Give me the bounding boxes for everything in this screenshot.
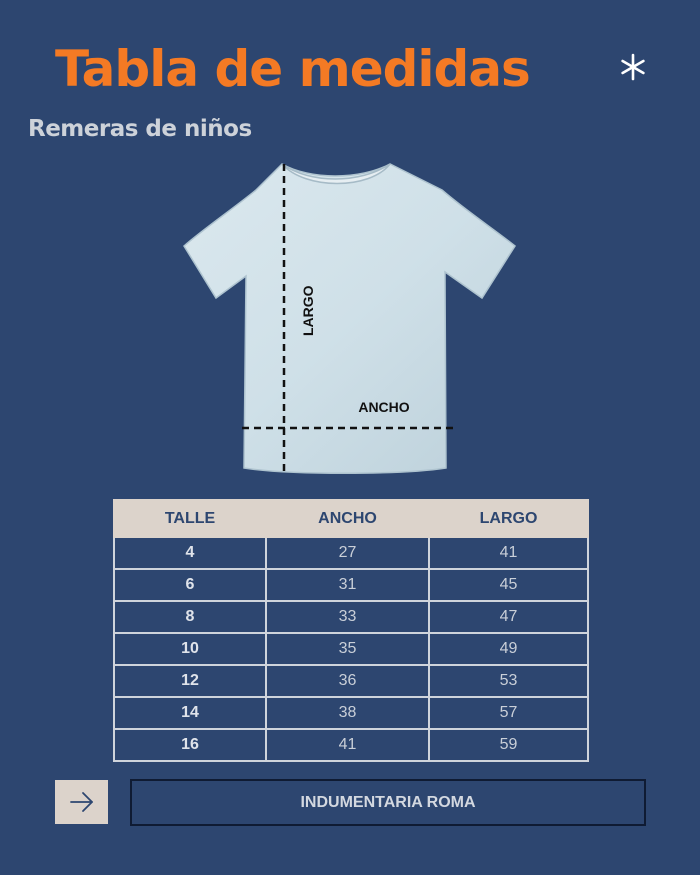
cell-ancho: 36 <box>266 665 429 697</box>
cell-ancho: 27 <box>266 537 429 569</box>
page-title: Tabla de medidas <box>55 40 530 98</box>
table-row <box>114 697 588 729</box>
cell-talle: 14 <box>114 697 266 729</box>
asterisk-icon <box>618 52 648 82</box>
cell-talle: 12 <box>114 665 266 697</box>
table-row <box>114 569 588 601</box>
cell-largo: 57 <box>429 697 588 729</box>
table-row <box>114 537 588 569</box>
column-header-talle: TALLE <box>114 500 266 537</box>
brand-banner <box>130 779 646 826</box>
size-table <box>113 499 589 762</box>
cell-largo: 45 <box>429 569 588 601</box>
table-header-row <box>114 500 588 537</box>
cell-talle: 10 <box>114 633 266 665</box>
tshirt-body <box>184 164 515 473</box>
cell-ancho: 38 <box>266 697 429 729</box>
column-header-largo: LARGO <box>429 500 588 537</box>
cell-largo: 53 <box>429 665 588 697</box>
cell-talle: 4 <box>114 537 266 569</box>
cell-largo: 49 <box>429 633 588 665</box>
next-button[interactable] <box>55 780 108 824</box>
cell-talle: 6 <box>114 569 266 601</box>
table-row <box>114 729 588 761</box>
tshirt-illustration <box>160 150 540 490</box>
ancho-label: ANCHO <box>358 399 410 415</box>
arrow-right-icon <box>69 791 95 813</box>
cell-ancho: 33 <box>266 601 429 633</box>
cell-largo: 47 <box>429 601 588 633</box>
largo-label: LARGO <box>300 285 316 336</box>
table-row <box>114 601 588 633</box>
cell-largo: 41 <box>429 537 588 569</box>
cell-ancho: 31 <box>266 569 429 601</box>
table-row <box>114 665 588 697</box>
cell-ancho: 41 <box>266 729 429 761</box>
table-row <box>114 633 588 665</box>
cell-talle: 16 <box>114 729 266 761</box>
cell-largo: 59 <box>429 729 588 761</box>
cell-talle: 8 <box>114 601 266 633</box>
column-header-ancho: ANCHO <box>266 500 429 537</box>
cell-ancho: 35 <box>266 633 429 665</box>
page-subtitle: Remeras de niños <box>28 116 252 142</box>
brand-name: INDUMENTARIA ROMA <box>300 793 476 811</box>
